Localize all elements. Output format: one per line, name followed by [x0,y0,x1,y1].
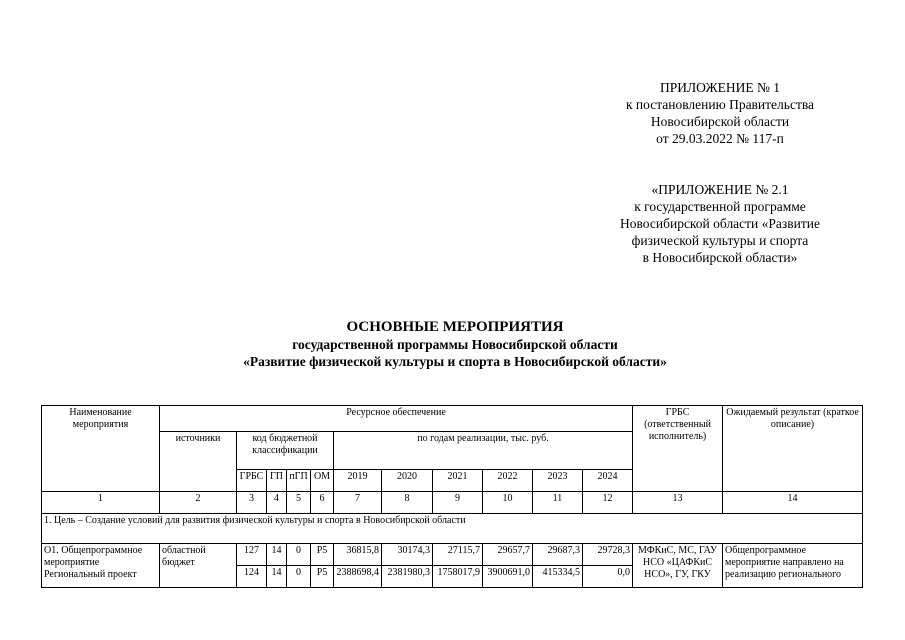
header-by-years: по годам реализации, тыс. руб. [334,432,633,470]
goal-row [42,514,863,544]
appendix-1-block [600,79,840,147]
title-line-2: государственной программы Новосибирской области [292,337,618,352]
value-2023: 415334,5 [533,566,583,588]
appendix-2-block [590,181,850,266]
header-code-pgp: пГП [287,470,311,492]
table-row [42,544,863,566]
value-2024: 29728,3 [583,544,633,566]
header-year: 2021 [433,470,483,492]
header-year: 2023 [533,470,583,492]
appendix-1-line: ПРИЛОЖЕНИЕ № 1 [659,80,781,95]
header-code-grbs: ГРБС [237,470,267,492]
column-number: 11 [533,492,583,514]
document-title [150,318,760,370]
code-grbs: 124 [237,566,267,588]
column-number: 4 [267,492,287,514]
code-grbs: 127 [237,544,267,566]
header-code-om: ОМ [311,470,334,492]
value-2021: 27115,7 [433,544,483,566]
value-2024: 0,0 [583,566,633,588]
header-year: 2024 [583,470,633,492]
title-line-3: «Развитие физической культуры и спорта в Новосибирской области» [243,354,667,369]
value-2022: 29657,7 [483,544,533,566]
column-number: 3 [237,492,267,514]
column-number: 1 [42,492,160,514]
header-year: 2019 [334,470,382,492]
column-number: 6 [311,492,334,514]
code-gp: 14 [267,566,287,588]
appendix-1-line: от 29.03.2022 № 117-п [656,131,784,146]
header-sources: источники [160,432,237,492]
executor: МФКиС, МС, ГАУ НСО «ЦАФКиС НСО», ГУ, ГКУ [633,544,723,588]
header-year: 2022 [483,470,533,492]
expected-result: Общепрограммное мероприятие направлено на реализацию регионального [723,544,863,588]
header-result: Ожидаемый результат (краткое описание) [723,406,863,492]
appendix-2-line: к государственной программе [634,199,806,214]
code-pgp: 0 [287,544,311,566]
measures-table [41,405,863,588]
title-line-1: ОСНОВНЫЕ МЕРОПРИЯТИЯ [346,319,564,335]
header-name: Наименование мероприятия [42,406,160,492]
header-year: 2020 [382,470,433,492]
column-number: 13 [633,492,723,514]
column-number-row [42,492,863,514]
code-gp: 14 [267,544,287,566]
code-pgp: 0 [287,566,311,588]
funding-source: областной бюджет [160,544,237,588]
appendix-2-line: Новосибирской области «Развитие [620,216,820,231]
appendix-1-line: к постановлению Правительства [625,97,815,112]
appendix-1-line: Новосибирской области [650,114,790,129]
appendix-2-line: в Новосибирской области» [642,250,798,265]
header-code-gp: ГП [267,470,287,492]
header-resources: Ресурсное обеспечение [160,406,633,432]
value-2021: 1758017,9 [433,566,483,588]
code-om: Р5 [311,566,334,588]
value-2019: 2388698,4 [334,566,382,588]
header-grbs: ГРБС (ответственный исполнитель) [633,406,723,492]
column-number: 7 [334,492,382,514]
column-number: 8 [382,492,433,514]
column-number: 14 [723,492,863,514]
value-2023: 29687,3 [533,544,583,566]
column-number: 2 [160,492,237,514]
column-number: 10 [483,492,533,514]
header-budget-code: код бюджетной классификации [237,432,334,470]
value-2022: 3900691,0 [483,566,533,588]
appendix-2-line: «ПРИЛОЖЕНИЕ № 2.1 [651,182,789,197]
column-number: 5 [287,492,311,514]
measure-name: О1. Общепрограммное мероприятие Региональный проект [42,544,160,588]
value-2019: 36815,8 [334,544,382,566]
appendix-2-line: физической культуры и спорта [631,233,809,248]
column-number: 9 [433,492,483,514]
code-om: Р5 [311,544,334,566]
goal-text: 1. Цель – Создание условий для развития физической культуры и спорта в Новосибирской области [42,514,863,544]
column-number: 12 [583,492,633,514]
value-2020: 30174,3 [382,544,433,566]
value-2020: 2381980,3 [382,566,433,588]
